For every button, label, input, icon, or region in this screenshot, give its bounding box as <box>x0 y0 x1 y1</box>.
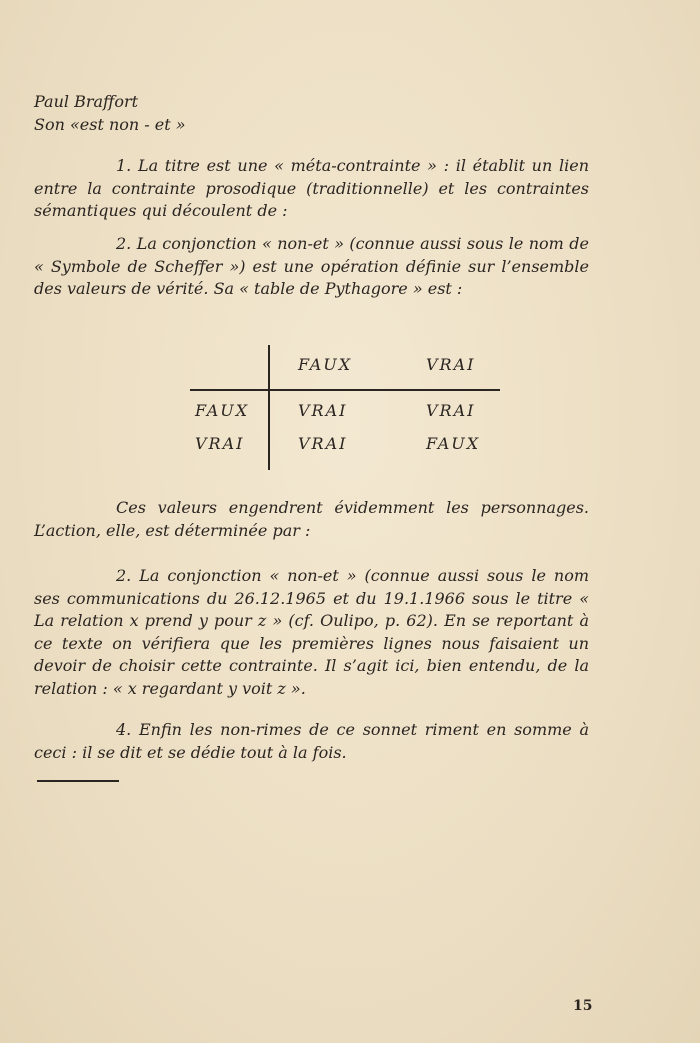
page-number: 15 <box>573 998 593 1014</box>
author-name: Paul Braffort <box>34 92 139 111</box>
table-cell: VRAI <box>298 434 348 453</box>
col-header-faux: FAUX <box>298 355 353 374</box>
paragraph-1 <box>34 155 589 223</box>
section-rule <box>37 780 119 782</box>
paragraph-text: 1. La titre est une « méta-contrainte » : il établit un lien entre la contrainte prosodique (traditionnelle) et les contraintes sémantiques qui découlent de : <box>34 156 589 220</box>
paragraph-text: 4. Enfin les non-rimes de ce sonnet riment en somme à ceci : il se dit et se dédie tout à la fois. <box>34 720 589 762</box>
col-header-vrai: VRAI <box>426 355 476 374</box>
paragraph-4 <box>34 565 589 700</box>
paragraph-2 <box>34 233 589 301</box>
truth-table <box>190 345 500 470</box>
paragraph-text: Ces valeurs engendrent évidemment les personnages. L’action, elle, est déterminée par : <box>34 498 589 540</box>
table-horizontal-rule <box>190 389 500 391</box>
paragraph-5 <box>34 719 589 764</box>
paragraph-text: 2. La conjonction « non-et » (connue aussi sous le nom ses communications du 26.12.1965 et du 19.1.1966 sous le titre « La relation x prend y pour z » (cf. Oulipo, p. 62). En se reportant à ce texte on vérifiera que les premières lignes nous faisaient un devoir de choisir cette contrainte. Il s’agit ici, bien entendu, de la relation : « x regardant y voit z ». <box>34 566 589 698</box>
table-vertical-rule <box>268 345 270 470</box>
row-label-vrai: VRAI <box>195 434 245 453</box>
header <box>34 90 186 136</box>
table-cell: VRAI <box>298 401 348 420</box>
row-label-faux: FAUX <box>195 401 250 420</box>
table-cell: VRAI <box>426 401 476 420</box>
paragraph-3 <box>34 497 589 542</box>
poem-title: Son «est non - et » <box>34 115 186 134</box>
paragraph-text: 2. La conjonction « non-et » (connue aussi sous le nom de « Symbole de Scheffer ») est une opération définie sur l’ensemble des valeurs de vérité. Sa « table de Pythagore » est : <box>34 234 589 298</box>
table-cell: FAUX <box>426 434 481 453</box>
